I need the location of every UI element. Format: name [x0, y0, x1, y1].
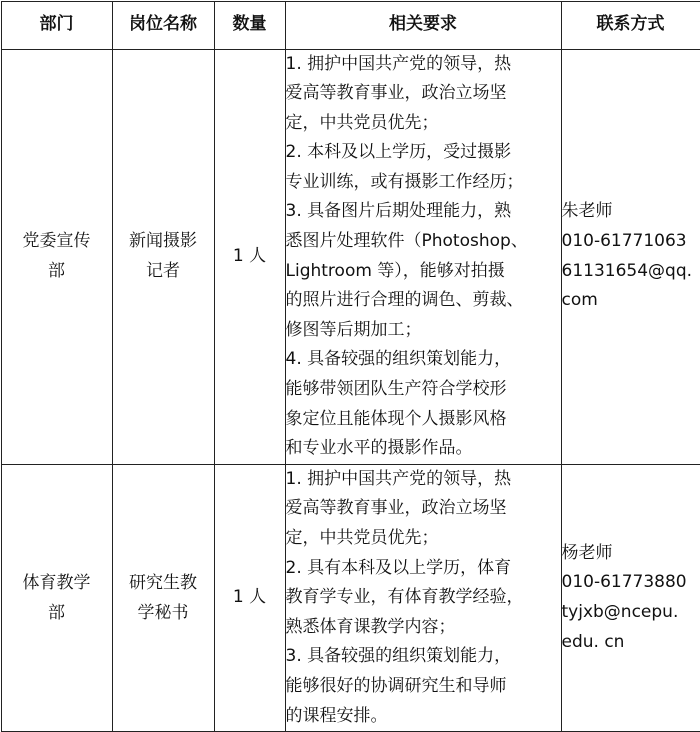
requirement-line: 定，中共党员优先； — [286, 109, 561, 139]
requirements-cell — [285, 49, 561, 464]
header-requirements: 相关要求 — [285, 1, 561, 49]
contact-cell — [561, 464, 700, 731]
department-line: 部 — [23, 256, 91, 286]
requirement-line: 象定位且能体现个人摄影风格 — [286, 405, 561, 435]
requirement-line: 爱高等教育事业，政治立场坚 — [286, 79, 561, 109]
quantity-cell: 1 人 — [214, 464, 285, 731]
requirement-line: Lightroom 等），能够对拍摄 — [286, 257, 561, 287]
requirement-line: 能够带领团队生产符合学校形 — [286, 375, 561, 405]
header-department: 部门 — [1, 1, 112, 49]
contact-cell — [561, 49, 700, 464]
position-cell — [112, 464, 214, 731]
header-row — [1, 1, 700, 49]
header-contact: 联系方式 — [561, 1, 700, 49]
requirement-line: 1. 拥护中国共产党的领导，热 — [286, 465, 561, 495]
requirement-line: 2. 本科及以上学历，受过摄影 — [286, 138, 561, 168]
department-line: 部 — [23, 598, 91, 628]
recruitment-table — [1, 1, 700, 732]
requirement-line: 教育学专业，有体育教学经验， — [286, 583, 561, 613]
contact-email-cont[interactable]: com — [562, 286, 700, 316]
department-line: 体育教学 — [23, 568, 91, 598]
requirement-line: 爱高等教育事业，政治立场坚 — [286, 494, 561, 524]
requirement-line: 悉图片处理软件（Photoshop、 — [286, 227, 561, 257]
header-position: 岗位名称 — [112, 1, 214, 49]
contact-phone: 010-61771063 — [562, 227, 700, 257]
requirement-line: 修图等后期加工； — [286, 316, 561, 346]
contact-name: 朱老师 — [562, 197, 700, 227]
requirement-line: 的照片进行合理的调色、剪裁、 — [286, 286, 561, 316]
requirement-line: 定，中共党员优先； — [286, 524, 561, 554]
requirement-line: 1. 拥护中国共产党的领导，热 — [286, 50, 561, 80]
contact-email[interactable]: 61131654@qq. — [562, 257, 700, 287]
contact-name: 杨老师 — [562, 539, 700, 569]
requirement-line: 熟悉体育课教学内容； — [286, 613, 561, 643]
quantity-cell: 1 人 — [214, 49, 285, 464]
requirement-line: 的课程安排。 — [286, 702, 561, 732]
requirement-line: 专业训练，或有摄影工作经历； — [286, 168, 561, 198]
contact-email-cont[interactable]: edu. cn — [562, 628, 700, 658]
contact-email[interactable]: tyjxb@ncepu. — [562, 598, 700, 628]
requirement-line: 能够很好的协调研究生和导师 — [286, 672, 561, 702]
requirement-line: 3. 具备图片后期处理能力，熟 — [286, 197, 561, 227]
department-line: 党委宣传 — [23, 226, 91, 256]
position-line: 新闻摄影 — [129, 226, 197, 256]
table-row — [1, 49, 700, 464]
department-cell — [1, 49, 112, 464]
position-line: 学秘书 — [129, 598, 197, 628]
requirements-cell — [285, 464, 561, 731]
contact-phone: 010-61773880 — [562, 568, 700, 598]
header-quantity: 数量 — [214, 1, 285, 49]
requirement-line: 2. 具有本科及以上学历，体育 — [286, 554, 561, 584]
requirement-line: 3. 具备较强的组织策划能力， — [286, 642, 561, 672]
table-row — [1, 464, 700, 731]
position-line: 记者 — [129, 256, 197, 286]
requirement-line: 4. 具备较强的组织策划能力， — [286, 345, 561, 375]
position-cell — [112, 49, 214, 464]
position-line: 研究生教 — [129, 568, 197, 598]
requirement-line: 和专业水平的摄影作品。 — [286, 434, 561, 464]
department-cell — [1, 464, 112, 731]
